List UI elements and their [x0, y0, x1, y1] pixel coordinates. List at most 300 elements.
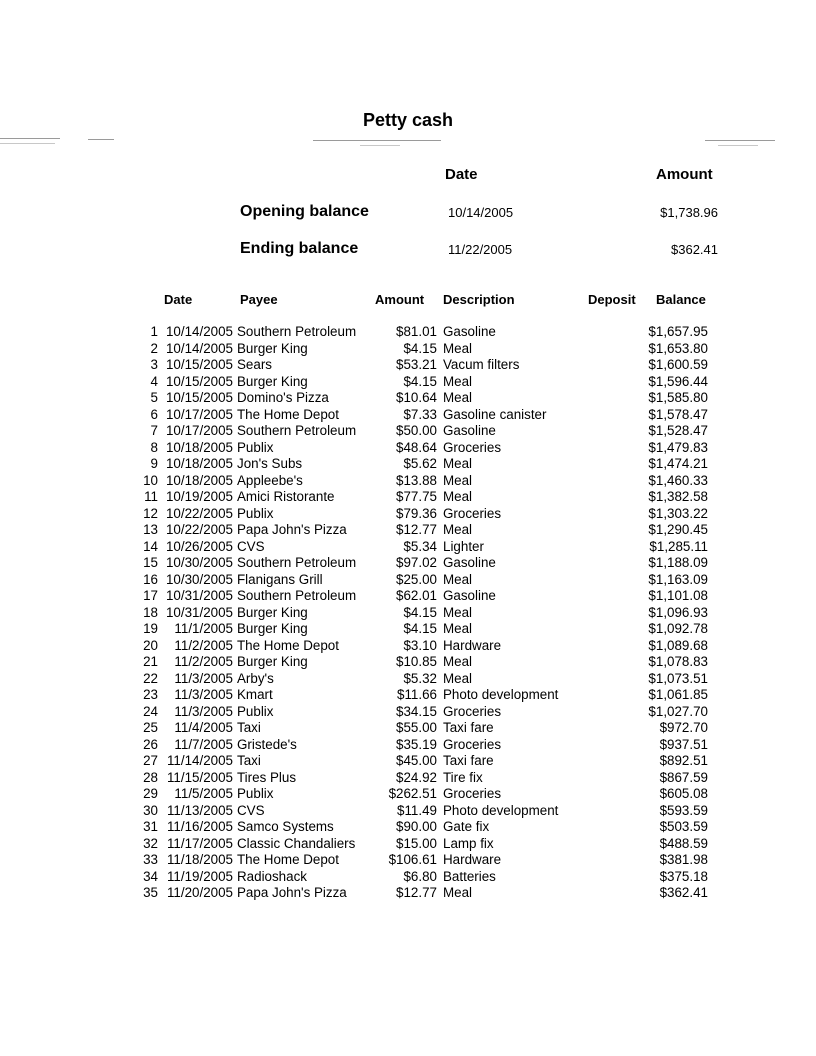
table-row — [133, 852, 708, 869]
row-deposit — [580, 786, 648, 803]
row-amount: $77.75 — [396, 489, 437, 504]
row-date: 10/17/2005 — [165, 423, 233, 438]
row-description: Groceries — [443, 439, 502, 455]
row-balance: $503.59 — [659, 819, 708, 834]
row-amount: $11.66 — [397, 687, 437, 702]
row-date: 10/14/2005 — [165, 324, 233, 339]
row-amount: $55.00 — [396, 720, 437, 735]
row-payee: Burger King — [237, 340, 308, 356]
row-payee: Taxi — [237, 720, 261, 735]
row-number: 6 — [150, 406, 158, 422]
row-date: 11/3/2005 — [174, 670, 233, 686]
row-amount: $81.01 — [396, 324, 437, 339]
row-payee: Publix — [237, 505, 274, 521]
row-date: 10/30/2005 — [165, 571, 233, 587]
row-amount: $24.92 — [396, 769, 437, 785]
row-payee: Burger King — [237, 604, 308, 620]
table-row — [133, 506, 708, 523]
row-payee: Sears — [237, 357, 272, 372]
opening-balance-date: 10/14/2005 — [448, 205, 514, 220]
row-balance: $1,596.44 — [648, 373, 708, 389]
scan-artifact — [360, 145, 400, 146]
row-amount: $5.34 — [403, 538, 437, 554]
row-number: 8 — [150, 439, 158, 455]
row-deposit — [580, 506, 648, 523]
table-row — [133, 473, 708, 490]
row-payee: Burger King — [237, 373, 308, 389]
row-number: 32 — [143, 835, 158, 851]
row-payee: Flanigans Grill — [237, 571, 323, 587]
row-balance: $1,479.83 — [648, 439, 708, 455]
row-balance: $1,285.11 — [649, 538, 708, 554]
row-deposit — [580, 522, 648, 539]
column-header-balance: Balance — [656, 292, 706, 307]
row-number: 29 — [143, 786, 158, 801]
ledger-table — [133, 324, 708, 902]
table-row — [133, 737, 708, 754]
opening-balance-amount: $1,738.96 — [660, 205, 718, 220]
page-title: Petty cash — [362, 110, 454, 130]
row-description: Gasoline canister — [443, 406, 547, 422]
row-description: Meal — [443, 373, 473, 389]
row-amount: $25.00 — [396, 571, 437, 587]
row-amount: $62.01 — [396, 588, 437, 603]
row-number: 27 — [143, 753, 158, 768]
row-deposit — [580, 687, 648, 704]
row-description: Batteries — [443, 868, 496, 884]
row-number: 25 — [143, 720, 158, 735]
row-number: 10 — [143, 472, 158, 488]
row-date: 10/18/2005 — [165, 456, 233, 471]
row-amount: $4.15 — [403, 340, 437, 356]
column-header-amount: Amount — [375, 292, 425, 307]
table-row — [133, 704, 708, 721]
row-balance: $1,528.47 — [648, 423, 708, 438]
row-date: 11/3/2005 — [174, 703, 233, 719]
row-date: 10/15/2005 — [165, 373, 233, 389]
row-number: 13 — [143, 522, 158, 537]
row-deposit — [580, 671, 648, 688]
row-number: 7 — [150, 423, 158, 438]
row-payee: Domino's Pizza — [237, 390, 329, 405]
row-payee: The Home Depot — [237, 852, 339, 867]
row-payee: Southern Petroleum — [237, 555, 357, 570]
row-deposit — [580, 638, 648, 655]
row-description: Meal — [443, 604, 473, 620]
scan-artifact — [313, 140, 441, 141]
row-date: 11/2/2005 — [174, 654, 233, 669]
row-date: 10/26/2005 — [165, 538, 233, 554]
row-date: 10/31/2005 — [165, 588, 233, 603]
row-balance: $1,101.08 — [648, 588, 708, 603]
row-number: 14 — [143, 538, 158, 554]
ending-balance-label: Ending balance — [240, 240, 359, 257]
scan-artifact — [0, 143, 55, 144]
row-description: Meal — [443, 390, 473, 405]
row-number: 18 — [143, 604, 158, 620]
row-amount: $3.10 — [403, 637, 437, 653]
table-row — [133, 803, 708, 820]
row-date: 11/15/2005 — [166, 769, 233, 785]
table-row — [133, 605, 708, 622]
row-payee: Papa John's Pizza — [237, 522, 347, 537]
row-date: 10/30/2005 — [165, 555, 233, 570]
row-date: 11/2/2005 — [174, 637, 233, 653]
row-payee: Taxi — [237, 753, 261, 768]
row-deposit — [580, 588, 648, 605]
row-payee: Publix — [237, 703, 274, 719]
row-amount: $5.32 — [403, 670, 437, 686]
row-deposit — [580, 440, 648, 457]
row-date: 11/14/2005 — [166, 753, 233, 768]
row-description: Meal — [443, 885, 473, 900]
row-date: 10/19/2005 — [165, 489, 233, 504]
row-description: Meal — [443, 456, 473, 471]
row-balance: $1,061.85 — [648, 687, 708, 702]
table-row — [133, 440, 708, 457]
column-header-payee: Payee — [240, 292, 278, 307]
row-balance: $972.70 — [659, 720, 708, 735]
row-number: 16 — [143, 571, 158, 587]
row-amount: $48.64 — [396, 439, 437, 455]
row-description: Gasoline — [443, 324, 496, 339]
row-balance: $1,303.22 — [648, 505, 708, 521]
table-row — [133, 885, 708, 902]
row-deposit — [580, 390, 648, 407]
row-description: Photo development — [443, 687, 559, 702]
row-balance: $375.18 — [659, 868, 708, 884]
row-date: 11/20/2005 — [166, 885, 233, 900]
ending-balance-amount: $362.41 — [671, 242, 718, 257]
row-date: 11/5/2005 — [174, 786, 233, 801]
row-number: 22 — [143, 670, 158, 686]
row-balance: $1,027.70 — [648, 703, 708, 719]
row-amount: $10.85 — [396, 654, 437, 669]
row-description: Gasoline — [443, 588, 496, 603]
row-description: Lamp fix — [443, 835, 494, 851]
row-number: 21 — [143, 654, 158, 669]
table-row — [133, 638, 708, 655]
row-description: Meal — [443, 571, 473, 587]
row-balance: $937.51 — [659, 736, 708, 752]
row-date: 10/22/2005 — [165, 522, 233, 537]
row-amount: $53.21 — [396, 357, 437, 372]
row-date: 10/18/2005 — [165, 439, 233, 455]
row-balance: $593.59 — [659, 802, 708, 818]
row-date: 11/18/2005 — [166, 852, 233, 867]
row-balance: $1,474.21 — [648, 456, 708, 471]
row-number: 35 — [143, 885, 158, 900]
row-date: 11/4/2005 — [174, 720, 233, 735]
table-row — [133, 489, 708, 506]
row-description: Meal — [443, 654, 473, 669]
row-number: 26 — [143, 736, 158, 752]
table-row — [133, 671, 708, 688]
row-number: 28 — [143, 769, 158, 785]
row-deposit — [580, 341, 648, 358]
opening-balance-label: Opening balance — [240, 203, 369, 220]
table-row — [133, 324, 708, 341]
row-deposit — [580, 737, 648, 754]
row-payee: CVS — [237, 538, 265, 554]
row-number: 15 — [143, 555, 158, 570]
column-header-deposit: Deposit — [588, 292, 636, 307]
row-deposit — [580, 357, 648, 374]
row-payee: Burger King — [237, 654, 308, 669]
row-description: Meal — [443, 621, 473, 636]
row-number: 34 — [143, 868, 158, 884]
row-payee: Southern Petroleum — [237, 324, 357, 339]
row-payee: Tires Plus — [237, 769, 297, 785]
row-number: 17 — [143, 588, 158, 603]
row-number: 1 — [150, 324, 158, 339]
row-balance: $1,163.09 — [648, 571, 708, 587]
row-deposit — [580, 489, 648, 506]
table-row — [133, 357, 708, 374]
table-row — [133, 720, 708, 737]
row-number: 19 — [143, 621, 158, 636]
row-deposit — [580, 539, 648, 556]
row-payee: Appleebe's — [237, 472, 303, 488]
row-number: 33 — [143, 852, 158, 867]
row-balance: $1,089.68 — [648, 637, 708, 653]
row-date: 11/1/2005 — [174, 621, 233, 636]
table-row — [133, 341, 708, 358]
table-row — [133, 654, 708, 671]
row-balance: $1,382.58 — [648, 489, 708, 504]
row-deposit — [580, 621, 648, 638]
row-deposit — [580, 720, 648, 737]
row-balance: $1,073.51 — [648, 670, 708, 686]
row-deposit — [580, 654, 648, 671]
row-deposit — [580, 555, 648, 572]
row-date: 11/19/2005 — [166, 868, 233, 884]
row-balance: $1,653.80 — [648, 340, 708, 356]
row-description: Meal — [443, 522, 473, 537]
table-row — [133, 869, 708, 886]
row-number: 4 — [150, 373, 158, 389]
row-deposit — [580, 770, 648, 787]
row-amount: $50.00 — [396, 423, 437, 438]
table-row — [133, 456, 708, 473]
row-payee: CVS — [237, 802, 265, 818]
table-row — [133, 374, 708, 391]
row-balance: $1,460.33 — [648, 472, 708, 488]
row-payee: Papa John's Pizza — [237, 885, 347, 900]
row-deposit — [580, 869, 648, 886]
row-description: Gate fix — [443, 819, 490, 834]
table-row — [133, 572, 708, 589]
row-balance: $381.98 — [659, 852, 708, 867]
table-row — [133, 423, 708, 440]
row-deposit — [580, 473, 648, 490]
row-number: 23 — [143, 687, 158, 702]
row-amount: $13.88 — [396, 472, 437, 488]
row-balance: $488.59 — [659, 835, 708, 851]
row-number: 20 — [143, 637, 158, 653]
table-row — [133, 390, 708, 407]
row-number: 11 — [144, 489, 158, 504]
row-date: 10/15/2005 — [165, 390, 233, 405]
ending-balance-date: 11/22/2005 — [448, 242, 513, 257]
table-row — [133, 539, 708, 556]
row-deposit — [580, 374, 648, 391]
row-payee: Samco Systems — [237, 819, 334, 834]
row-balance: $1,657.95 — [648, 324, 708, 339]
row-amount: $5.62 — [403, 456, 437, 471]
scan-artifact — [88, 139, 114, 140]
row-balance: $1,290.45 — [648, 522, 708, 537]
row-payee: Southern Petroleum — [237, 423, 357, 438]
scan-artifact — [705, 140, 775, 141]
table-row — [133, 588, 708, 605]
row-date: 11/16/2005 — [166, 819, 233, 834]
row-deposit — [580, 407, 648, 424]
row-payee: Amici Ristorante — [237, 489, 335, 504]
row-deposit — [580, 423, 648, 440]
scan-artifact — [718, 145, 758, 146]
row-balance: $1,585.80 — [648, 390, 708, 405]
row-description: Meal — [443, 472, 473, 488]
row-deposit — [580, 753, 648, 770]
row-description: Photo development — [443, 802, 559, 818]
row-amount: $79.36 — [396, 505, 437, 521]
ledger-body — [133, 324, 708, 902]
row-payee: Jon's Subs — [237, 456, 303, 471]
row-amount: $15.00 — [396, 835, 437, 851]
table-row — [133, 753, 708, 770]
row-deposit — [580, 456, 648, 473]
row-number: 3 — [150, 357, 158, 372]
row-payee: Radioshack — [237, 868, 307, 884]
row-description: Meal — [443, 670, 473, 686]
row-description: Groceries — [443, 703, 502, 719]
row-deposit — [580, 572, 648, 589]
summary-date-header: Date — [445, 166, 478, 183]
summary-amount-header: Amount — [656, 166, 713, 183]
table-row — [133, 687, 708, 704]
row-amount: $4.15 — [403, 604, 437, 620]
row-description: Taxi fare — [443, 720, 494, 735]
row-deposit — [580, 704, 648, 721]
row-deposit — [580, 605, 648, 622]
row-date: 10/14/2005 — [165, 340, 233, 356]
row-description: Meal — [443, 489, 473, 504]
row-amount: $6.80 — [403, 868, 437, 884]
row-amount: $34.15 — [396, 703, 437, 719]
row-date: 10/18/2005 — [165, 472, 233, 488]
row-balance: $1,600.59 — [648, 357, 708, 372]
row-amount: $45.00 — [396, 753, 437, 768]
row-payee: Classic Chandaliers — [237, 835, 356, 851]
row-payee: Burger King — [237, 621, 308, 636]
row-description: Lighter — [443, 538, 484, 554]
row-description: Meal — [443, 340, 473, 356]
row-amount: $90.00 — [396, 819, 437, 834]
row-payee: Southern Petroleum — [237, 588, 357, 603]
row-date: 11/17/2005 — [166, 835, 233, 851]
row-date: 10/22/2005 — [165, 505, 233, 521]
table-row — [133, 555, 708, 572]
row-amount: $12.77 — [396, 885, 437, 900]
row-balance: $1,078.83 — [648, 654, 708, 669]
row-payee: Kmart — [237, 687, 273, 702]
row-payee: Arby's — [237, 670, 274, 686]
row-balance: $1,578.47 — [648, 406, 708, 422]
row-number: 5 — [150, 390, 158, 405]
row-date: 11/3/2005 — [174, 687, 233, 702]
row-number: 24 — [143, 703, 158, 719]
table-row — [133, 819, 708, 836]
row-description: Vacum filters — [443, 357, 520, 372]
row-balance: $1,096.93 — [648, 604, 708, 620]
row-deposit — [580, 836, 648, 853]
row-description: Gasoline — [443, 423, 496, 438]
row-date: 10/15/2005 — [165, 357, 233, 372]
row-amount: $262.51 — [388, 786, 437, 801]
row-date: 11/13/2005 — [166, 802, 233, 818]
row-payee: Publix — [237, 439, 274, 455]
column-header-date: Date — [164, 292, 193, 307]
row-balance: $1,188.09 — [648, 555, 708, 570]
row-description: Tire fix — [443, 769, 483, 785]
row-balance: $362.41 — [659, 885, 708, 900]
row-amount: $106.61 — [388, 852, 437, 867]
row-description: Hardware — [443, 852, 502, 867]
row-description: Hardware — [443, 637, 502, 653]
row-description: Groceries — [443, 786, 502, 801]
row-deposit — [580, 324, 648, 341]
table-row — [133, 621, 708, 638]
row-payee: Publix — [237, 786, 274, 801]
row-balance: $605.08 — [659, 786, 708, 801]
row-amount: $10.64 — [396, 390, 437, 405]
row-amount: $4.15 — [403, 373, 437, 389]
row-deposit — [580, 819, 648, 836]
row-amount: $12.77 — [396, 522, 437, 537]
row-balance: $892.51 — [659, 753, 708, 768]
table-row — [133, 770, 708, 787]
table-row — [133, 407, 708, 424]
row-amount: $97.02 — [396, 555, 437, 570]
row-amount: $11.49 — [397, 802, 437, 818]
row-payee: Gristede's — [237, 736, 297, 752]
row-deposit — [580, 852, 648, 869]
row-amount: $35.19 — [396, 736, 437, 752]
column-header-description: Description — [443, 292, 515, 307]
row-number: 2 — [150, 340, 158, 356]
row-description: Groceries — [443, 736, 502, 752]
table-row — [133, 836, 708, 853]
row-balance: $1,092.78 — [648, 621, 708, 636]
row-payee: The Home Depot — [237, 406, 339, 422]
row-balance: $867.59 — [659, 769, 708, 785]
table-row — [133, 786, 708, 803]
row-date: 10/31/2005 — [165, 604, 233, 620]
row-number: 12 — [143, 505, 158, 521]
row-number: 31 — [143, 819, 158, 834]
row-date: 11/7/2005 — [174, 736, 233, 752]
row-date: 10/17/2005 — [165, 406, 233, 422]
row-deposit — [580, 885, 648, 902]
row-amount: $7.33 — [403, 406, 437, 422]
row-amount: $4.15 — [403, 621, 437, 636]
table-row — [133, 522, 708, 539]
row-description: Taxi fare — [443, 753, 494, 768]
row-payee: The Home Depot — [237, 637, 339, 653]
row-description: Gasoline — [443, 555, 496, 570]
row-number: 9 — [150, 456, 158, 471]
